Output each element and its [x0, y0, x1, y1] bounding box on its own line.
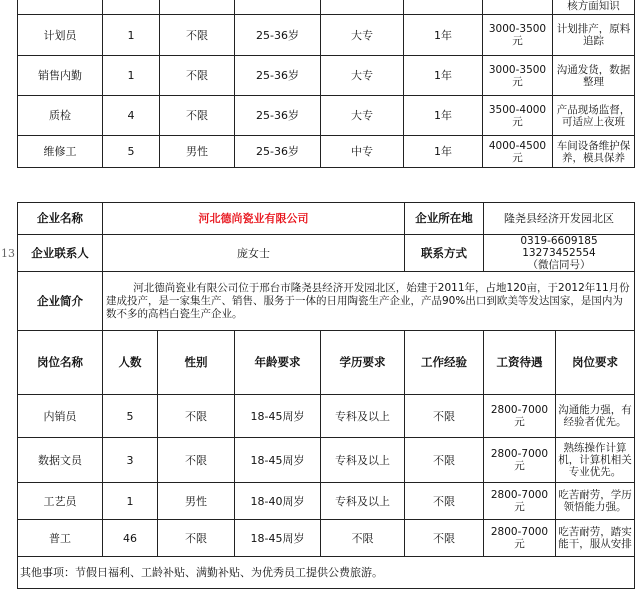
job-requirement: 产品现场监督，可适应上夜班	[553, 96, 635, 136]
company-location: 隆尧县经济开发园北区	[484, 203, 635, 235]
job-experience: 不限	[405, 520, 484, 557]
job-experience: 不限	[405, 483, 484, 520]
company-name: 河北德尚瓷业有限公司	[103, 203, 405, 235]
job-experience: 1年	[404, 15, 483, 56]
job-requirement: 沟通能力强，有经验者优先。	[556, 395, 635, 438]
job-position: 销售内勤	[18, 56, 103, 96]
job-age: 18-45周岁	[235, 438, 321, 483]
job-count: 5	[103, 395, 158, 438]
job-gender: 不限	[160, 15, 235, 56]
job-requirement: 车间设备维护保养，模具保养	[553, 136, 635, 168]
job-position: 计划员	[18, 15, 103, 56]
job-age: 25-36岁	[235, 96, 321, 136]
job-count: 1	[103, 56, 160, 96]
job-requirement: 沟通发货，数据整理	[553, 56, 635, 96]
header-salary: 工资待遇	[484, 331, 556, 395]
job-experience: 1年	[404, 96, 483, 136]
job-salary: 3000-3500元	[483, 56, 553, 96]
job-salary: 2800-7000元	[484, 483, 556, 520]
company-contact-label: 企业联系人	[18, 235, 103, 272]
job-experience: 1年	[404, 136, 483, 168]
table-row	[18, 520, 635, 557]
job-age: 18-45周岁	[235, 395, 321, 438]
job-position: 维修工	[18, 136, 103, 168]
table-row	[18, 438, 635, 483]
job-salary: 2800-7000元	[484, 438, 556, 483]
table-row	[18, 96, 635, 136]
company-intro-label: 企业简介	[18, 272, 103, 331]
header-age: 年龄要求	[235, 331, 321, 395]
company-intro-row	[18, 272, 635, 331]
job-education: 大专	[321, 15, 404, 56]
job-experience: 1年	[404, 56, 483, 96]
table-row	[18, 395, 635, 438]
job-salary: 3000-3500元	[483, 15, 553, 56]
job-age: 18-40周岁	[235, 483, 321, 520]
job-salary: 3500-4000元	[483, 96, 553, 136]
job-gender: 不限	[158, 520, 235, 557]
job-gender: 不限	[158, 395, 235, 438]
job-gender: 男性	[160, 136, 235, 168]
job-gender: 不限	[160, 56, 235, 96]
job-age: 25-36岁	[235, 56, 321, 96]
job-age: 18-45周岁	[235, 520, 321, 557]
page-number: 13	[1, 247, 15, 260]
job-gender: 不限	[160, 96, 235, 136]
company-name-label: 企业名称	[18, 203, 103, 235]
table-row	[18, 15, 635, 56]
job-requirement: 熟练操作计算机，计算机相关专业优先。	[556, 438, 635, 483]
job-position: 数据文员	[18, 438, 103, 483]
header-requirement: 岗位要求	[556, 331, 635, 395]
job-requirement: 核方面知识	[553, 0, 635, 15]
job-salary: 2800-7000元	[484, 395, 556, 438]
company-contact: 庞女士	[103, 235, 405, 272]
table-row	[18, 136, 635, 168]
job-gender: 男性	[158, 483, 235, 520]
job-experience: 不限	[405, 438, 484, 483]
job-gender: 不限	[158, 438, 235, 483]
company-job-table	[17, 202, 635, 589]
header-position: 岗位名称	[18, 331, 103, 395]
company-location-label: 企业所在地	[405, 203, 484, 235]
header-experience: 工作经验	[405, 331, 484, 395]
header-gender: 性别	[158, 331, 235, 395]
job-count: 3	[103, 438, 158, 483]
job-position: 普工	[18, 520, 103, 557]
company-intro: 河北德尚瓷业有限公司位于邢台市隆尧县经济开发园北区，始建于2011年，占地120亩，于2012年11月份建成投产，是一家集生产、销售、服务于一体的日用陶瓷生产企业，产品90%出口到欧美等发达国家，是国内为数不多的高档白瓷生产企业。	[103, 272, 635, 331]
job-header-row	[18, 331, 635, 395]
job-position: 内销员	[18, 395, 103, 438]
job-education: 大专	[321, 56, 404, 96]
company-name-row	[18, 203, 635, 235]
job-age: 25-36岁	[235, 136, 321, 168]
header-education: 学历要求	[321, 331, 405, 395]
job-count: 1	[103, 483, 158, 520]
job-education: 不限	[321, 520, 405, 557]
company-phone-label: 联系方式	[405, 235, 484, 272]
company-contact-row	[18, 235, 635, 272]
company-phone-cell	[484, 235, 635, 272]
job-education: 专科及以上	[321, 483, 405, 520]
job-count: 1	[103, 15, 160, 56]
job-education: 专科及以上	[321, 395, 405, 438]
job-count: 5	[103, 136, 160, 168]
header-count: 人数	[103, 331, 158, 395]
job-position: 工艺员	[18, 483, 103, 520]
job-education: 大专	[321, 96, 404, 136]
job-count: 4	[103, 96, 160, 136]
job-education: 专科及以上	[321, 438, 405, 483]
job-salary: 2800-7000元	[484, 520, 556, 557]
job-position: 质检	[18, 96, 103, 136]
job-requirement: 吃苦耐劳，学历领悟能力强。	[556, 483, 635, 520]
job-age: 25-36岁	[235, 15, 321, 56]
top-job-table	[17, 0, 635, 168]
job-requirement: 计划排产，原料追踪	[553, 15, 635, 56]
table-row	[18, 56, 635, 96]
other-notes: 其他事项：节假日福利、工龄补贴、满勤补贴、为优秀员工提供公费旅游。	[18, 557, 635, 589]
company-phone: 0319-6609185 13273452554	[520, 235, 598, 259]
company-phone-note: （微信同号）	[527, 259, 591, 271]
job-experience: 不限	[405, 395, 484, 438]
job-count: 46	[103, 520, 158, 557]
job-salary: 4000-4500元	[483, 136, 553, 168]
job-requirement: 吃苦耐劳，踏实能干，服从安排	[556, 520, 635, 557]
other-notes-row	[18, 557, 635, 589]
table-row	[18, 0, 635, 15]
job-education: 中专	[321, 136, 404, 168]
table-row	[18, 483, 635, 520]
